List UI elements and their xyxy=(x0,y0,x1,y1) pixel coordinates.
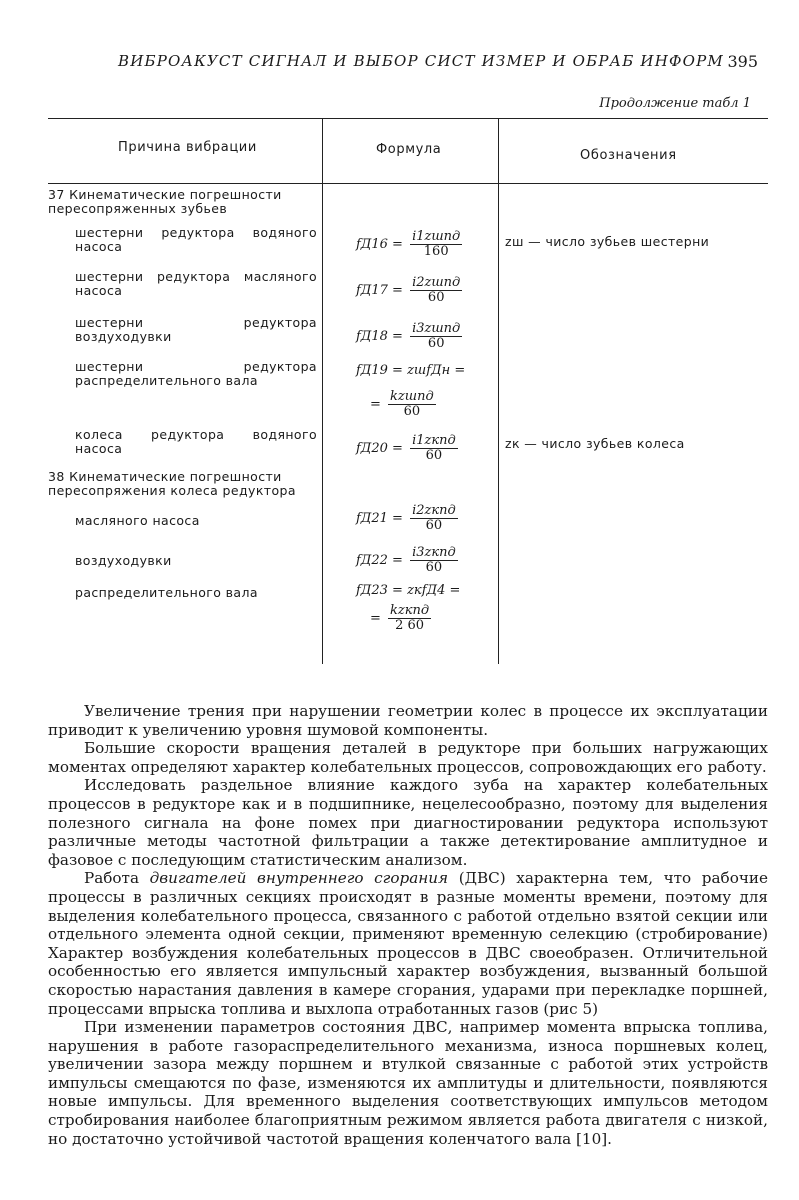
formula-21-denominator: 60 xyxy=(425,518,443,533)
paragraph-5: При изменении параметров состояния ДВС, например момента впрыска топлива, нарушения в работе газораспределительного механизма, износа поршневых колец, увеличении зазора между поршнем и втулкой связанные с работой этих устройств импульсы смещаются по фазе, изменяются их амплитуды и длительности, появляются новые импульсы. Для временного выделения соответствующих импульсов методом стробирования наиболее благоприятным режимом является работа двигателя с низкой, но достаточно устойчивой частотой вращения коленчатого вала [10]. xyxy=(48,1018,768,1148)
formula-16-lhs: fД16 = xyxy=(356,237,403,252)
running-title: ВИБРОАКУСТ СИГНАЛ И ВЫБОР СИСТ ИЗМЕР И ОБРАБ ИНФОРМ xyxy=(118,52,724,70)
group-37-title: 37 Кинематические погрешности пересопряженных зубьев xyxy=(48,187,282,216)
formula-19-numerator: kzшnд xyxy=(390,389,434,404)
formula-16-numerator: i1zшnд xyxy=(412,229,461,244)
formula-22-denominator: 60 xyxy=(425,560,443,575)
column-header-cause: Причина вибрации xyxy=(118,140,257,155)
formula-17-denominator: 60 xyxy=(427,290,445,305)
formula-19-eq: = xyxy=(370,397,381,412)
column-header-notation: Обозначения xyxy=(580,148,677,163)
formula-17 xyxy=(356,276,462,305)
paragraph-3: Исследовать раздельное влияние каждого зуба на характер колебательных процессов в редукторе как и в подшипнике, нецелесообразно, поэтому для выделения полезного сигнала на фоне помех при диагностировании редуктора используют различные методы частотной фильтрации а также детектирование амплитудное и фазовое с последующим статистическим анализом. xyxy=(48,776,768,869)
formula-20-lhs: fД20 = xyxy=(356,441,403,456)
formula-23-denominator: 2 60 xyxy=(395,618,425,633)
row-label-18: шестерни редуктора воздуходувки xyxy=(75,315,317,344)
formula-19-line1: fД19 = zшfДн = xyxy=(356,363,466,378)
notation-z-sh: zш — число зубьев шестерни xyxy=(505,234,710,249)
row-label-20: колеса редуктора водяного насоса xyxy=(75,427,317,456)
table-header-rule xyxy=(48,183,768,184)
formula-23-eq: = xyxy=(370,611,381,626)
formula-17-lhs: fД17 = xyxy=(356,283,403,298)
formula-20-denominator: 60 xyxy=(425,448,443,463)
row-label-19: шестерни редуктора распределительного вала xyxy=(75,359,317,388)
formula-18-lhs: fД18 = xyxy=(356,329,403,344)
column-divider-2 xyxy=(498,118,499,664)
formula-22 xyxy=(356,546,458,575)
table-continuation-label: Продолжение табл 1 xyxy=(599,96,751,111)
formula-18-numerator: i3zшnд xyxy=(412,321,461,336)
body-text xyxy=(48,702,768,1148)
formula-19 xyxy=(370,390,436,419)
paragraph-2: Большие скорости вращения деталей в редукторе при больших нагружающих моментах определяют характер колебательных процессов, сопровождающих его работу. xyxy=(48,739,768,776)
row-label-23: распределительного вала xyxy=(75,585,258,600)
formula-21 xyxy=(356,504,458,533)
formula-22-numerator: i3zкnд xyxy=(412,545,456,560)
column-header-formula: Формула xyxy=(376,142,442,157)
column-divider-1 xyxy=(322,118,323,664)
formula-20-numerator: i1zкnд xyxy=(412,433,456,448)
formula-16-denominator: 160 xyxy=(423,244,449,259)
formula-20 xyxy=(356,434,458,463)
paragraph-4-rest: (ДВС) характерна тем, что рабочие процессы в различных секциях происходят в разные моменты времени, поэтому для выделения колебательного процесса, связанного с работой отдельно взятой секции или отдельного элемента одной секции, применяют временную селекцию (стробирование) Характер возбуждения колебательных процессов в ДВС своеобразен. Отличительной особенностью его является импульсный характер возбуждения, вызванный большой скоростью нарастания давления в камере сгорания, ударами при перекладке поршней, процессами впрыска топлива и выхлопа отработанных газов (рис 5) xyxy=(48,869,768,1018)
formula-23-numerator: kzкnд xyxy=(390,603,430,618)
paragraph-1: Увеличение трения при нарушении геометрии колес в процессе их эксплуатации приводит к увеличению уровня шумовой компоненты. xyxy=(48,702,768,739)
formula-18-denominator: 60 xyxy=(427,336,445,351)
page-number: 395 xyxy=(727,52,758,71)
paragraph-4 xyxy=(48,869,768,1018)
row-label-17: шестерни редуктора масляного насоса xyxy=(75,269,317,298)
formula-16 xyxy=(356,230,462,259)
formula-23 xyxy=(370,604,431,633)
table-top-rule xyxy=(48,118,768,119)
paragraph-4-start: Работа xyxy=(84,869,150,888)
running-header xyxy=(118,52,758,76)
formula-18 xyxy=(356,322,462,351)
paragraph-4-emphasis: двигателей внутреннего сгорания xyxy=(149,869,449,888)
formula-19-denominator: 60 xyxy=(403,404,421,419)
notation-z-k: zк — число зубьев колеса xyxy=(505,436,685,451)
formula-21-lhs: fД21 = xyxy=(356,511,403,526)
group-38-title: 38 Кинематические погрешности пересопряжения колеса редуктора xyxy=(48,469,296,498)
row-label-16: шестерни редуктора водяного насоса xyxy=(75,225,317,254)
formula-17-numerator: i2zшnд xyxy=(412,275,461,290)
row-label-21: масляного насоса xyxy=(75,513,200,528)
row-label-22: воздуходувки xyxy=(75,553,172,568)
formula-23-line1: fД23 = zкfД4 = xyxy=(356,583,461,598)
formula-21-numerator: i2zкnд xyxy=(412,503,456,518)
formula-22-lhs: fД22 = xyxy=(356,553,403,568)
